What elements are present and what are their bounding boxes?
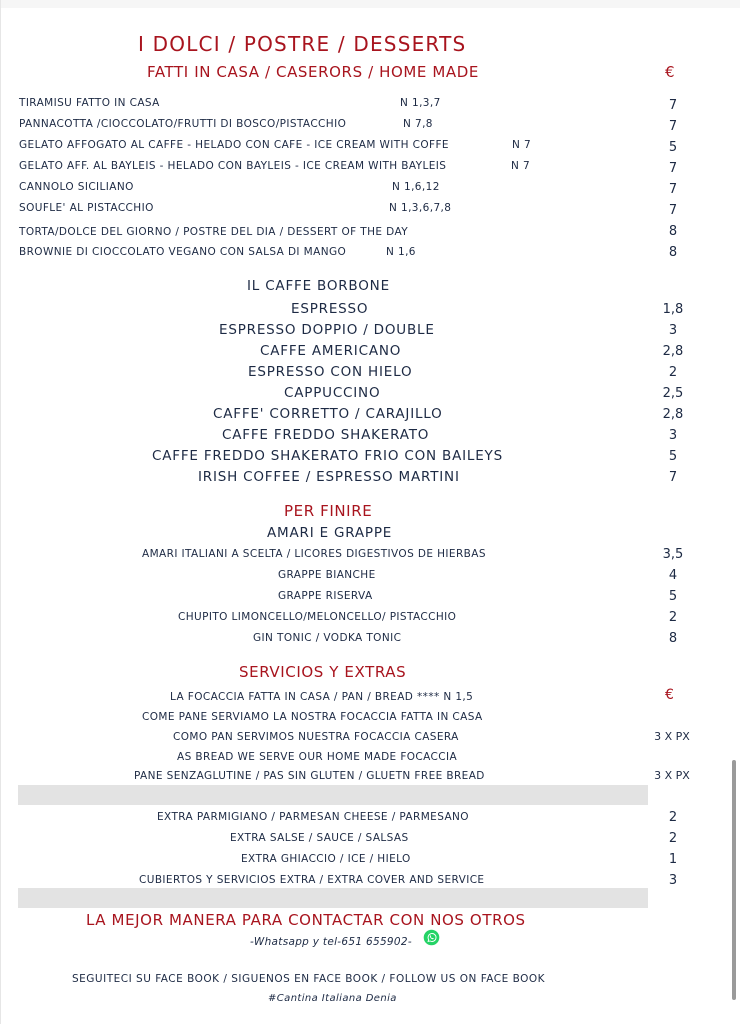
dessert-allergens: N 7 [512,139,532,151]
finire-item-price: 5 [668,589,678,604]
coffee-item-price: 3 [668,428,678,443]
coffee-item-name: CAFFE AMERICANO [260,343,402,359]
servicios-section-title: SERVICIOS Y EXTRAS [239,663,407,681]
dessert-price: 7 [668,119,678,134]
extra-item-price: 3 [668,873,678,888]
coffee-item-price: 2,8 [662,407,684,422]
coffee-section-title: IL CAFFE BORBONE [247,278,390,294]
extra-item-price: 2 [668,831,678,846]
extra-item-name: EXTRA SALSE / SAUCE / SALSAS [230,832,409,844]
separator-bar [18,888,648,908]
coffee-item-name: ESPRESSO CON HIELO [248,364,413,380]
dessert-name: CANNOLO SICILIANO [19,181,134,193]
coffee-item-price: 2,8 [662,344,684,359]
dessert-name: PANNACOTTA /CIOCCOLATO/FRUTTI DI BOSCO/PISTACCHIO [19,118,347,130]
coffee-item-price: 5 [668,449,678,464]
extra-item-name: CUBIERTOS Y SERVICIOS EXTRA / EXTRA COVER AND SERVICE [139,874,485,886]
page-edge [0,0,1,1024]
dessert-allergens: N 1,6 [386,246,416,258]
extra-item-name: EXTRA PARMIGIANO / PARMESAN CHEESE / PARMESANO [157,811,469,823]
dessert-name: TORTA/DOLCE DEL GIORNO / POSTRE DEL DIA / DESSERT OF THE DAY [19,226,409,238]
follow-facebook: SEGUITECI SU FACE BOOK / SIGUENOS EN FACE BOOK / FOLLOW US ON FACE BOOK [72,973,546,985]
extra-item-price: 2 [668,810,678,825]
finire-item-price: 3,5 [662,547,684,562]
dessert-name: TIRAMISU FATTO IN CASA [19,97,160,109]
dessert-price: 7 [668,161,678,176]
dessert-allergens: N 7,8 [403,118,433,130]
dessert-price: 7 [668,203,678,218]
whatsapp-icon[interactable] [423,929,440,946]
finire-item-price: 2 [668,610,678,625]
servicios-currency: € [665,687,675,703]
dessert-name: SOUFLE' AL PISTACCHIO [19,202,154,214]
dessert-price: 5 [668,140,678,155]
coffee-item-name: CAFFE FREDDO SHAKERATO [222,427,430,443]
coffee-item-name: CAFFE' CORRETTO / CARAJILLO [213,406,443,422]
scrollbar[interactable] [732,760,736,1000]
coffee-item-price: 1,8 [662,302,684,317]
coffee-item-name: CAPPUCCINO [284,385,381,401]
dessert-price: 8 [668,245,678,260]
bread-line: COMO PAN SERVIMOS NUESTRA FOCACCIA CASERA [173,731,459,743]
bread-line: LA FOCACCIA FATTA IN CASA / PAN / BREAD **** N 1,5 [170,691,474,703]
coffee-item-price: 7 [668,470,678,485]
bread-line: COME PANE SERVIAMO LA NOSTRA FOCACCIA FATTA IN CASA [142,711,483,723]
extra-item-name: EXTRA GHIACCIO / ICE / HIELO [241,853,411,865]
dessert-price: 7 [668,182,678,197]
finire-section-title: PER FINIRE [284,502,373,520]
coffee-item-name: CAFFE FREDDO SHAKERATO FRIO CON BAILEYS [152,448,503,464]
dessert-name: BROWNIE DI CIOCCOLATO VEGANO CON SALSA DI MANGO [19,246,347,258]
bread-price: 3 X PX [654,769,690,782]
finire-item-name: GRAPPE RISERVA [278,590,373,602]
currency-symbol: € [665,63,676,81]
finire-item-name: GRAPPE BIANCHE [278,569,376,581]
coffee-item-name: IRISH COFFEE / ESPRESSO MARTINI [198,469,460,485]
extra-item-price: 1 [668,852,678,867]
hashtag: #Cantina Italiana Denia [268,993,397,1004]
finire-item-price: 8 [668,631,678,646]
whatsapp-phone: -Whatsapp y tel-651 655902- [250,936,412,948]
finire-subtitle: AMARI E GRAPPE [267,525,393,541]
coffee-item-name: ESPRESSO DOPPIO / DOUBLE [219,322,435,338]
dessert-price: 8 [668,224,678,239]
dessert-allergens: N 1,6,12 [392,181,440,193]
coffee-item-price: 3 [668,323,678,338]
dessert-name: GELATO AFFOGATO AL CAFFE - HELADO CON CAFE - ICE CREAM WITH COFFE [19,139,449,151]
separator-bar [18,785,648,805]
finire-item-price: 4 [668,568,678,583]
bread-price: 3 X PX [654,730,690,743]
desserts-subtitle: FATTI IN CASA / CASERORS / HOME MADE [147,63,480,81]
dessert-allergens: N 1,3,6,7,8 [389,202,452,214]
dessert-allergens: N 7 [511,160,531,172]
coffee-item-price: 2,5 [662,386,684,401]
bread-line: AS BREAD WE SERVE OUR HOME MADE FOCACCIA [177,751,458,763]
dessert-price: 7 [668,98,678,113]
bread-line: PANE SENZAGLUTINE / PAS SIN GLUTEN / GLUETN FREE BREAD [134,770,485,782]
dessert-name: GELATO AFF. AL BAYLEIS - HELADO CON BAYLEIS - ICE CREAM WITH BAYLEIS [19,160,447,172]
coffee-item-price: 2 [668,365,678,380]
contact-title: LA MEJOR MANERA PARA CONTACTAR CON NOS OTROS [86,911,526,929]
dessert-allergens: N 1,3,7 [400,97,441,109]
top-bar [0,0,740,8]
page-title: I DOLCI / POSTRE / DESSERTS [138,32,467,56]
finire-item-name: AMARI ITALIANI A SCELTA / LICORES DIGESTIVOS DE HIERBAS [142,548,486,560]
coffee-item-name: ESPRESSO [291,301,369,317]
finire-item-name: GIN TONIC / VODKA TONIC [253,632,402,644]
finire-item-name: CHUPITO LIMONCELLO/MELONCELLO/ PISTACCHIO [178,611,457,623]
